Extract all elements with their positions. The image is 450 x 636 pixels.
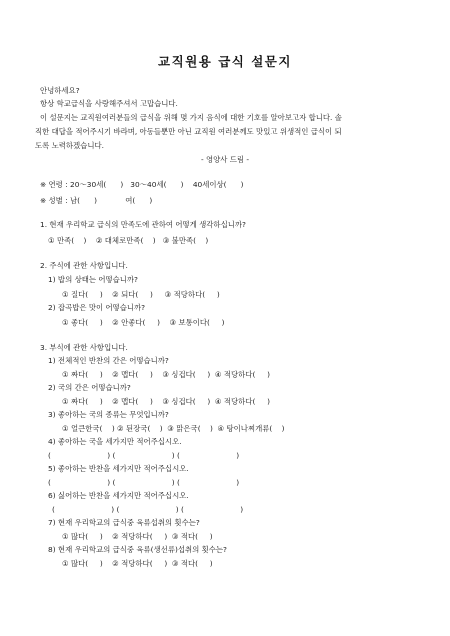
question-2-2-options: ① 좋다( ) ② 안좋다( ) ③ 보통이다( ) [62,318,225,327]
signature: - 영양사 드림 - [200,155,250,164]
question-2-2: 2) 잡곡밥은 맛이 어떻습니까? [48,303,146,312]
question-3-3: 3) 좋아하는 국의 종류는 무엇입니까? [48,410,169,419]
gender-question: ※ 성별 : 남( ) 여( ) [40,196,153,205]
greeting: 안녕하세요? [40,86,80,95]
question-3-5: 5) 좋아하는 반찬을 세가지만 적어주십시오. [48,464,189,473]
document-title: 교직원용 급식 설문지 [158,54,292,69]
question-3-6-blanks: ( ) ( ) ( ) [52,505,244,514]
question-2-1: 1) 밥의 상태는 어떻습니까? [48,275,138,284]
question-3-7: 7) 현재 우리학교의 급식중 육류섭취의 횟수는? [48,518,200,527]
intro-paragraph-line-1: 이 설문지는 교직원여러분들의 급식을 위해 몇 가지 음식에 대한 기호를 알아보고자 합니다. 솔 [40,113,342,122]
question-1-options: ① 만족( ) ② 대체로만족( ) ③ 불만족( ) [48,236,209,245]
question-3-6: 6) 싫어하는 반찬을 세가지만 적어주십시오. [48,491,189,500]
question-3-7-options: ① 많다( ) ② 적당하다( ) ③ 적다( ) [62,532,213,541]
question-2-1-options: ① 질다( ) ② 되다( ) ③ 적당하다( ) [62,290,220,299]
age-question: ※ 연령 : 20～30세( ) 30～40세( ) 40세이상( ) [40,180,244,189]
intro-paragraph-line-3: 도록 노력하겠습니다. [35,141,104,150]
question-3-8: 8) 현재 우리학교의 급식중 육류(생선류)섭취의 횟수는? [48,545,227,554]
question-3-2-options: ① 짜다( ) ② 맵다( ) ③ 싱겁다( ) ④ 적당하다( ) [62,397,270,406]
question-3-5-blanks: ( ) ( ) ( ) [48,478,240,487]
question-3-4: 4) 좋아하는 국을 세가지만 적어주십시오. [48,437,182,446]
section-3-header: 3. 부식에 관한 사항입니다. [40,343,128,352]
section-2-header: 2. 주식에 관한 사항입니다. [40,261,128,270]
question-3-1: 1) 전체적인 반찬의 간은 어떻습니까? [48,356,169,365]
question-3-8-options: ① 많다( ) ② 적당하다( ) ③ 적다( ) [62,559,213,568]
question-3-4-blanks: ( ) ( ) ( ) [48,451,240,460]
thanks-line: 항상 학교급식을 사랑해주셔서 고맙습니다. [40,99,178,108]
question-1: 1. 현재 우리학교 급식의 만족도에 관하여 어떻게 생각하십니까? [40,220,246,229]
question-3-3-options: ① 얼큰한국( ) ② 된장국( ) ③ 맑은국( ) ④ 탕이나찌개류( ) [62,424,285,433]
question-3-1-options: ① 짜다( ) ② 맵다( ) ③ 싱겁다( ) ④ 적당하다( ) [62,370,270,379]
intro-paragraph-line-2: 직한 대답을 적어주시기 바라며, 아동들뿐만 아닌 교직원 여러분께도 맛있고 위생적인 급식이 되 [35,127,342,136]
question-3-2: 2) 국의 간은 어떻습니까? [48,383,131,392]
